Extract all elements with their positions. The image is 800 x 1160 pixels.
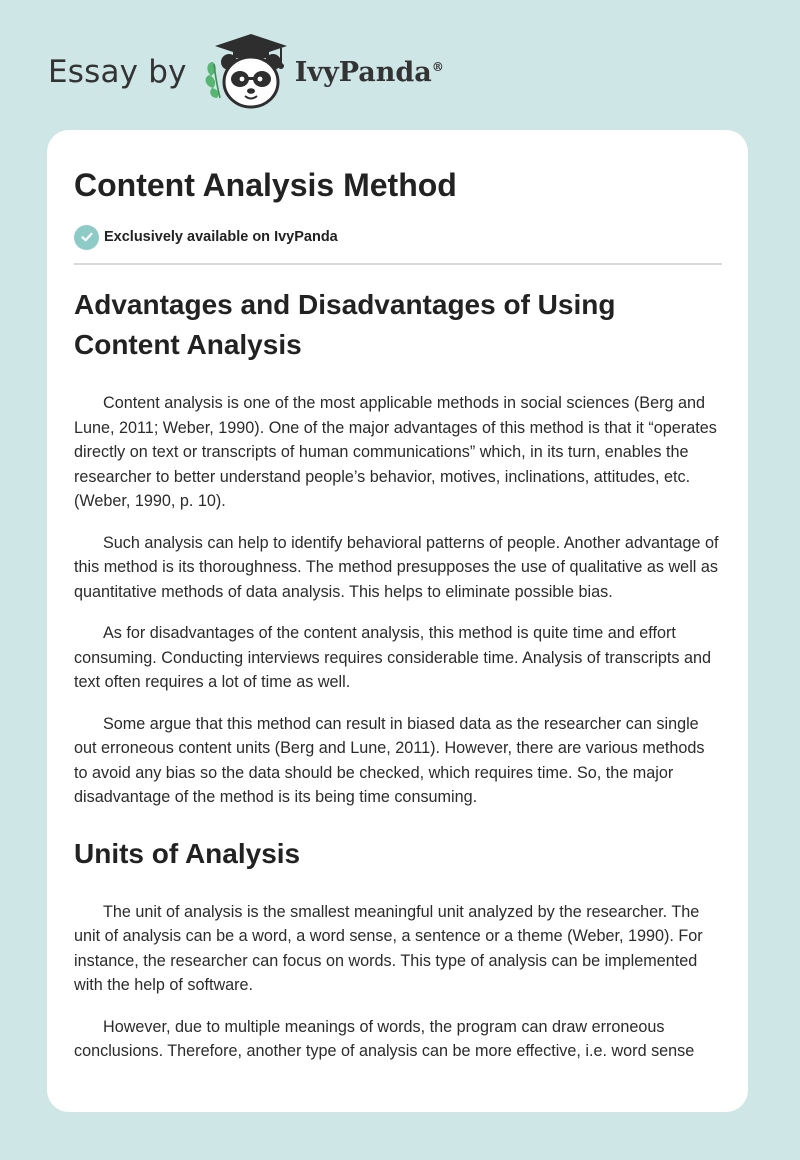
paragraph: Such analysis can help to identify behavioral patterns of people. Another advantage of this method is its thoroughness. The method presupposes the use of qualitative as well as quantitative methods of data analysis. This helps to eliminate possible bias. xyxy=(74,533,719,601)
check-circle-icon xyxy=(74,225,99,250)
brand-header[interactable] xyxy=(48,32,444,112)
section-heading: Units of Analysis xyxy=(74,837,301,869)
paragraph: However, due to multiple meanings of words, the program can draw erroneous conclusions. Therefore, another type of analysis can be more effective, i.e. word sense xyxy=(74,1017,695,1060)
essay-card xyxy=(47,130,748,1112)
panda-graduate-icon xyxy=(201,32,293,112)
paragraph: As for disadvantages of the content analysis, this method is quite time and effort consuming. Conducting interviews requires considerable time. Analysis of transcripts and text often requires a lot of time as well. xyxy=(74,624,712,691)
paragraph: The unit of analysis is the smallest meaningful unit analyzed by the researcher. The unit of analysis can be a word, a word sense, a sentence or a theme (Weber, 1990). For instance, the researcher can focus on words. This type of analysis can be implemented with the help of software. xyxy=(74,902,703,994)
title-divider xyxy=(74,263,722,265)
brand-prefix: Essay by xyxy=(48,54,187,90)
brand-name: IvyPanda® xyxy=(294,56,444,88)
page-title: Content Analysis Method xyxy=(74,167,457,203)
exclusive-badge xyxy=(74,224,722,250)
paragraph: Some argue that this method can result in biased data as the researcher can single out erroneous content units (Berg and Lune, 2011). However, there are various methods to avoid any bias so the data should be checked, which requires time. So, the major disadvantage of the method is its being time consuming. xyxy=(74,714,705,806)
exclusive-badge-text: Exclusively available on IvyPanda xyxy=(104,229,338,245)
section-heading: Advantages and Disadvantages of Using Content Analysis xyxy=(74,289,616,360)
paragraph: Content analysis is one of the most applicable methods in social sciences (Berg and Lune, 2011; Weber, 1990). One of the major advantages of this method is that it “operates directly on text or transcripts of human communications” which, in its turn, enables the researcher to better understand people’s behavior, motives, inclinations, attitudes, etc. (Weber, 1990, p. 10). xyxy=(74,394,717,510)
